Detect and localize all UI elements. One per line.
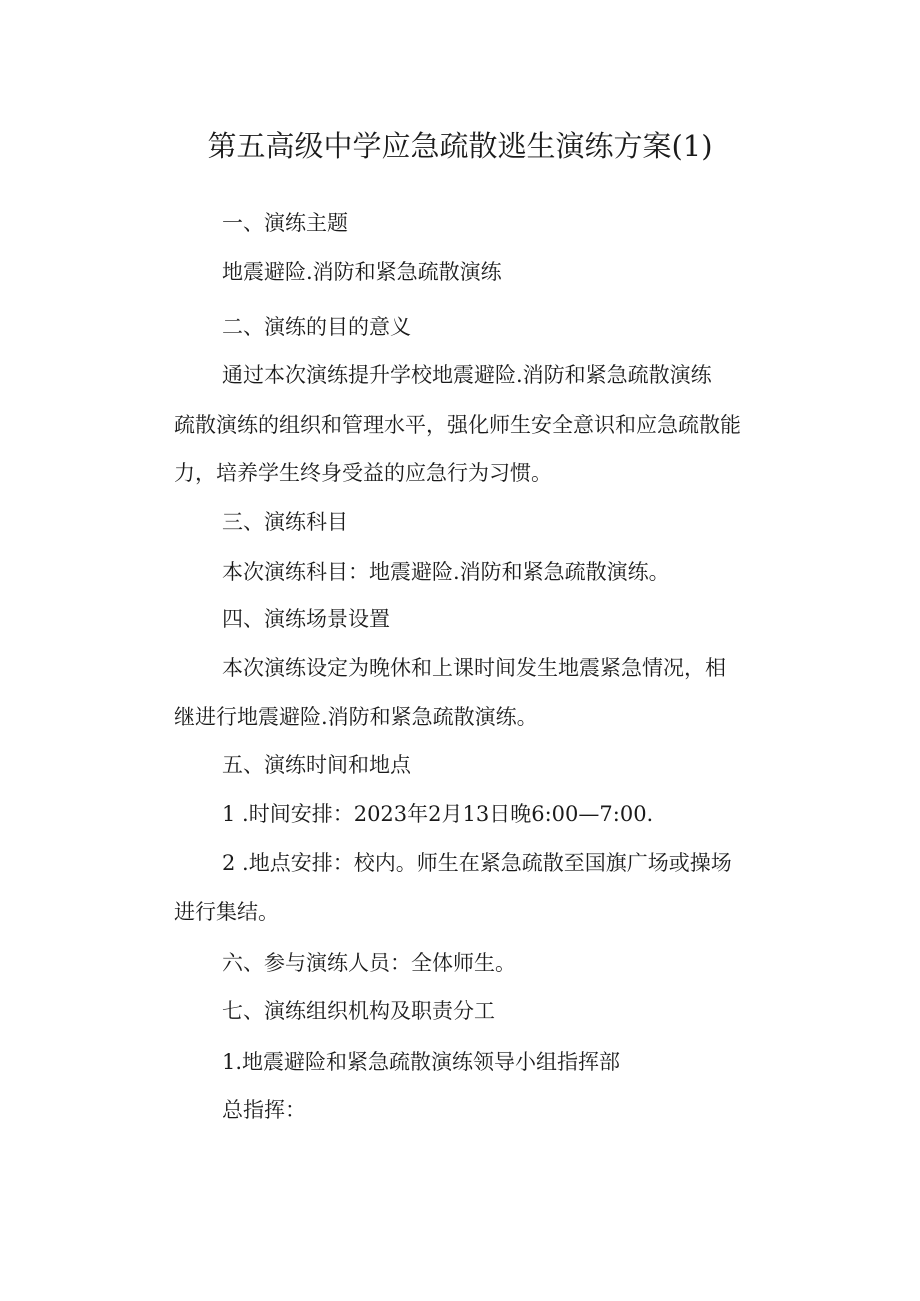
section-heading-6: 六、参与演练人员：全体师生。 (222, 951, 516, 975)
paragraph-line: 2 .地点安排：校内。师生在紧急疏散至国旗广场或操场 (222, 851, 732, 875)
paragraph-line: 疏散演练的组织和管理水平，强化师生安全意识和应急疏散能 (174, 413, 741, 437)
paragraph-line: 进行集结。 (174, 900, 279, 924)
section-heading-1: 一、演练主题 (222, 211, 348, 235)
document-title: 第五高级中学应急疏散逃生演练方案(1) (207, 129, 713, 163)
paragraph-line: 本次演练设定为晚休和上课时间发生地震紧急情况，相 (222, 656, 726, 680)
section-heading-5: 五、演练时间和地点 (222, 753, 411, 777)
paragraph-line: 地震避险.消防和紧急疏散演练 (222, 260, 502, 284)
paragraph-line: 通过本次演练提升学校地震避险.消防和紧急疏散演练 (222, 363, 712, 387)
paragraph-line: 力，培养学生终身受益的应急行为习惯。 (174, 461, 552, 485)
section-heading-4: 四、演练场景设置 (222, 607, 390, 631)
section-heading-7: 七、演练组织机构及职责分工 (222, 999, 495, 1023)
paragraph-line: 总指挥： (222, 1098, 306, 1122)
paragraph-line: 继进行地震避险.消防和紧急疏散演练。 (174, 705, 538, 729)
paragraph-line: 1.地震避险和紧急疏散演练领导小组指挥部 (222, 1050, 621, 1074)
section-heading-3: 三、演练科目 (222, 510, 348, 534)
paragraph-line: 本次演练科目：地震避险.消防和紧急疏散演练。 (222, 560, 670, 584)
section-heading-2: 二、演练的目的意义 (222, 315, 411, 339)
paragraph-line: 1 .时间安排：2023年2月13日晚6:00—7:00. (222, 802, 654, 826)
